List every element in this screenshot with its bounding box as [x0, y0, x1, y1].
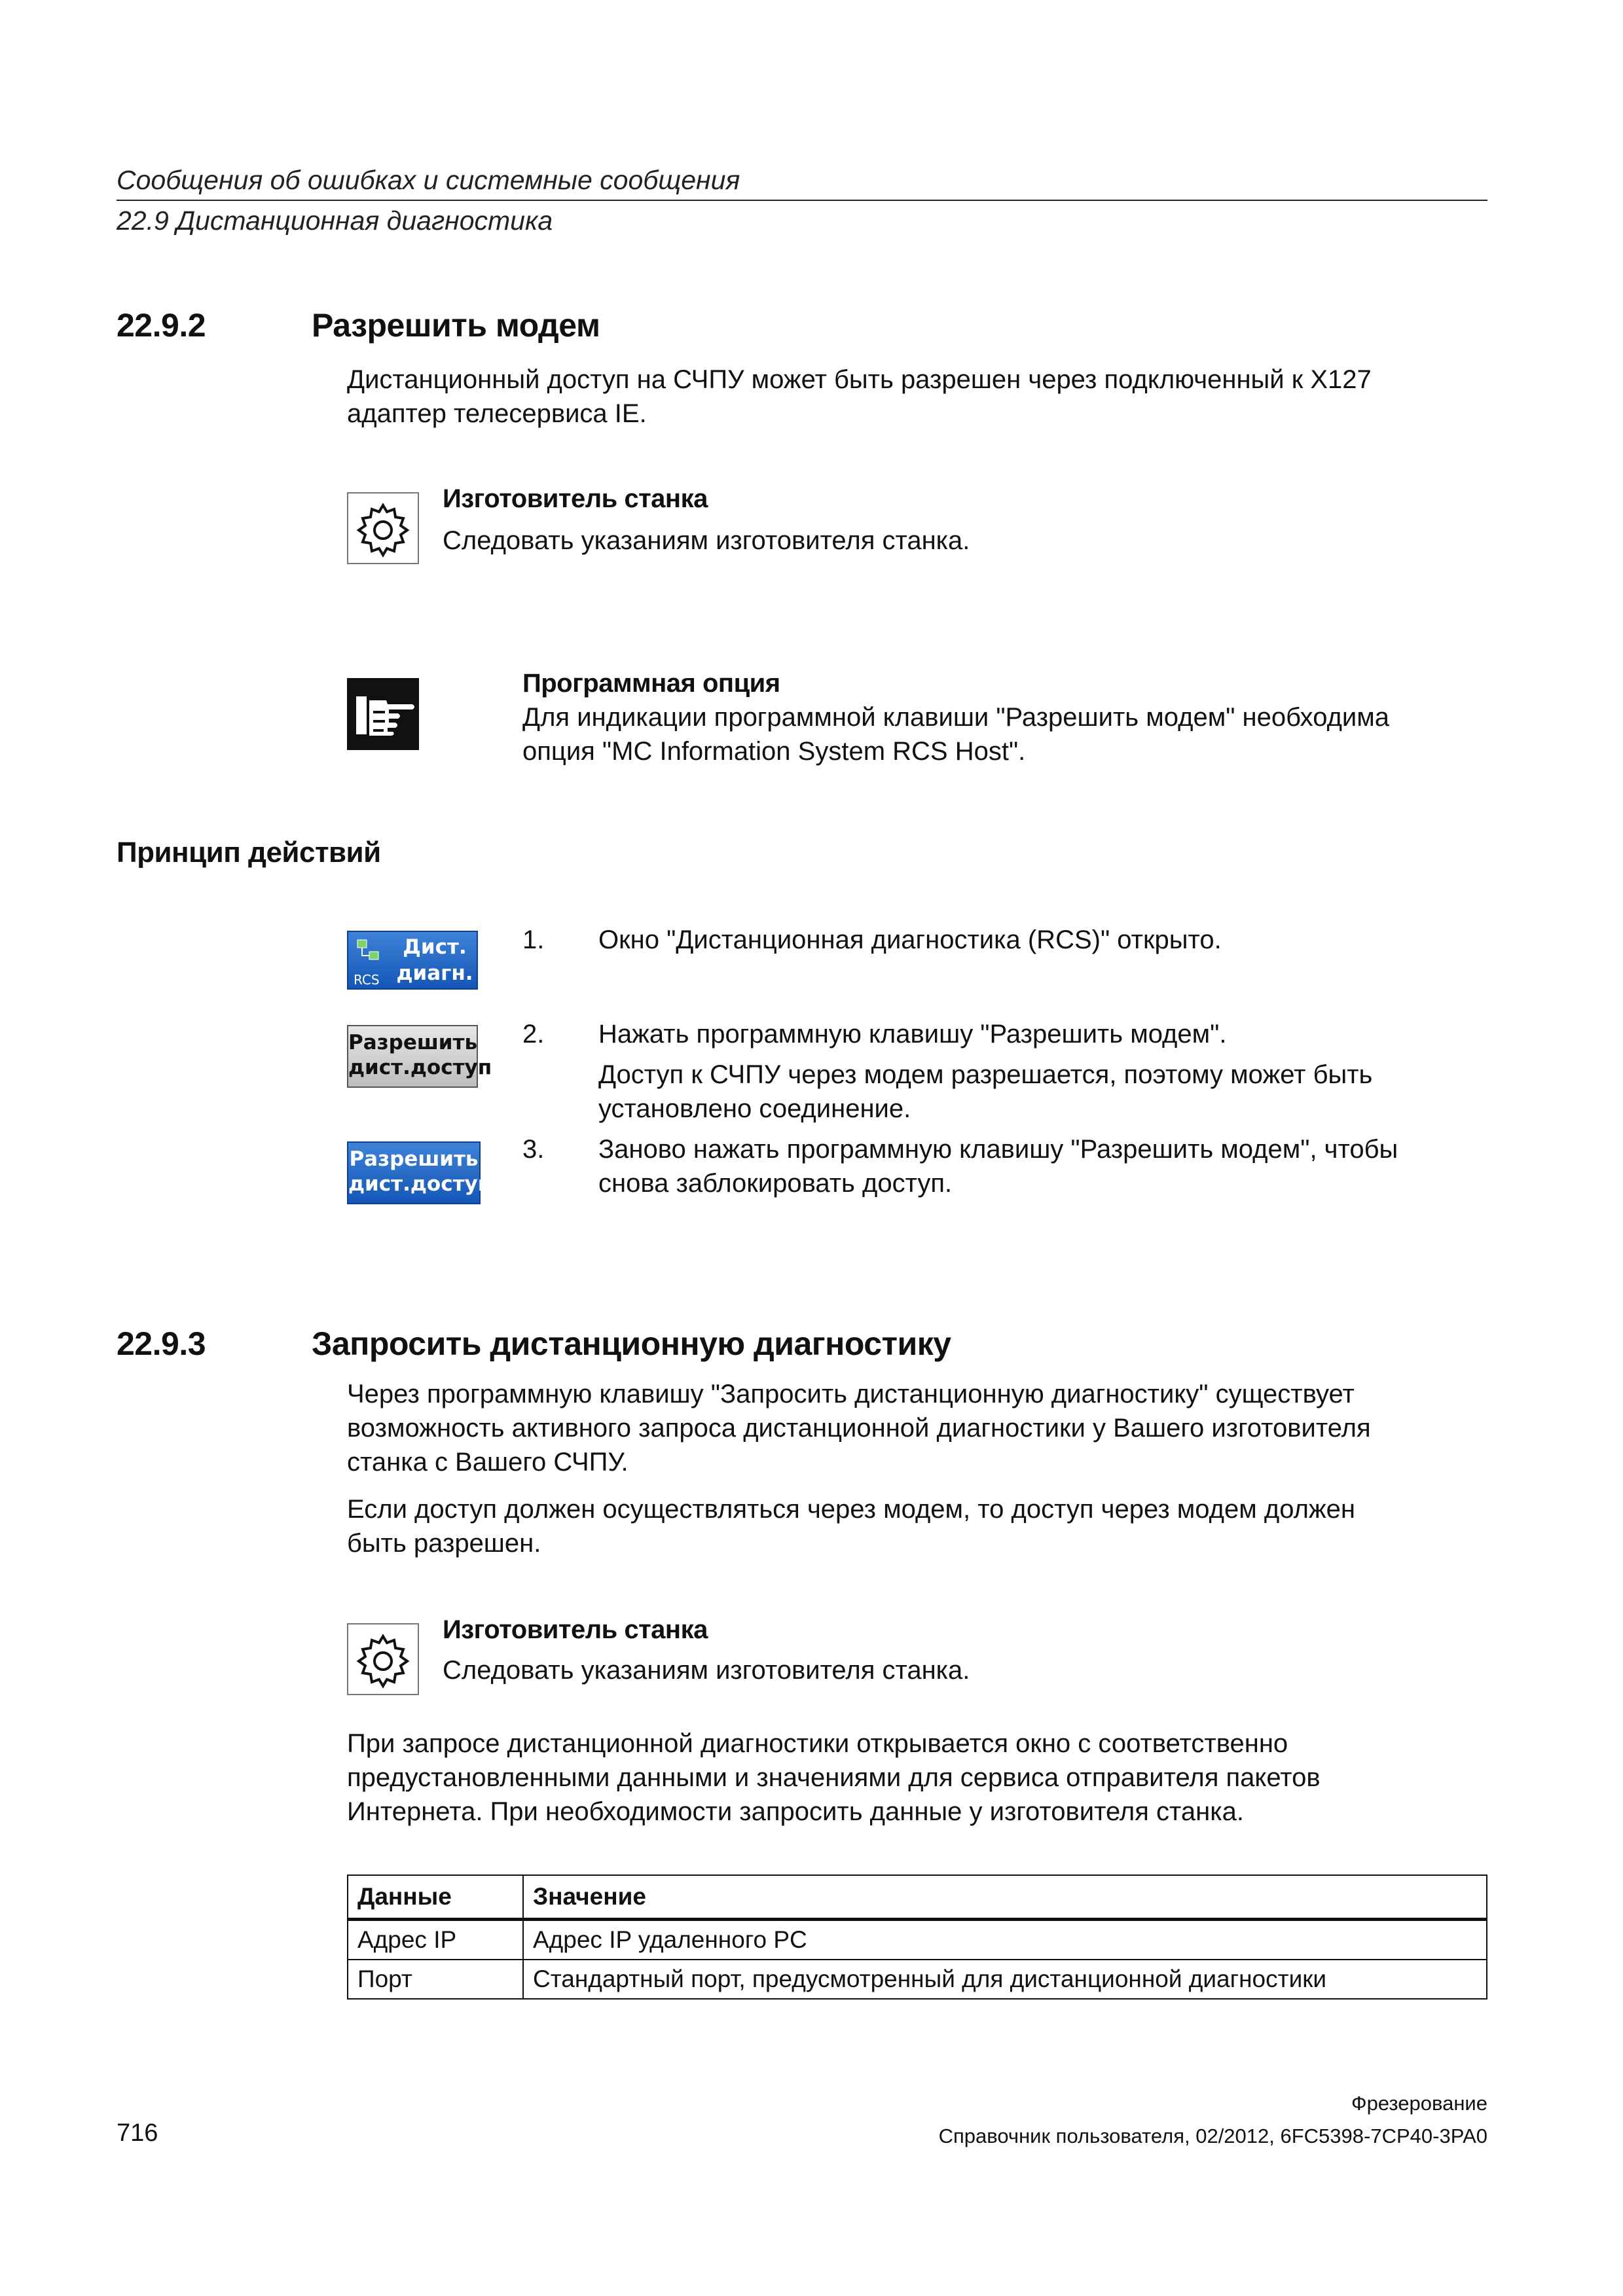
note-text — [522, 700, 1487, 768]
intro-line: Дистанционный доступ на СЧПУ может быть разрешен через подключенный к X127 — [347, 365, 1372, 394]
section-number: 22.9.2 — [117, 307, 206, 344]
paragraph — [347, 1727, 1487, 1829]
enable-remote-access-softkey[interactable] — [347, 1025, 492, 1088]
softkey-label: Разрешить — [348, 1031, 478, 1054]
intro-line: адаптер телесервиса IE. — [347, 399, 647, 428]
gear-icon — [347, 1623, 419, 1695]
paragraph-line: При запросе дистанционной диагностики открывается окно с соответственно — [347, 1729, 1288, 1758]
table-cell: Стандартный порт, предусмотренный для дистанционной диагностики — [523, 1960, 1487, 1999]
enable-remote-access-softkey-active[interactable] — [347, 1141, 492, 1204]
softkey-label: Дист. — [403, 935, 467, 959]
softkey-label: диагн. — [396, 961, 473, 985]
table-header-cell: Значение — [523, 1875, 1487, 1920]
table-cell: Адрес IP — [348, 1920, 523, 1960]
network-icon — [356, 939, 380, 968]
paragraph — [347, 1492, 1487, 1560]
note-text: Следовать указаниям изготовителя станка. — [443, 526, 970, 555]
step-number: 2. — [522, 1020, 545, 1049]
data-table — [347, 1874, 1487, 2000]
running-header-chapter: Сообщения об ошибках и системные сообщения — [117, 165, 740, 195]
footer-title: Фрезерование — [1351, 2092, 1487, 2115]
table-row — [348, 1920, 1487, 1960]
subheading: Принцип действий — [117, 836, 381, 869]
paragraph-line: станка с Вашего СЧПУ. — [347, 1448, 629, 1477]
section-intro — [347, 363, 1487, 431]
step-number: 3. — [522, 1135, 545, 1164]
page-number: 716 — [117, 2119, 158, 2147]
step-number: 1. — [522, 925, 545, 954]
header-rule — [117, 200, 1487, 201]
paragraph — [347, 1377, 1487, 1479]
table-row — [348, 1960, 1487, 1999]
remote-diag-softkey[interactable] — [347, 931, 478, 990]
paragraph-line: быть разрешен. — [347, 1529, 541, 1558]
step-result-line: установлено соединение. — [598, 1094, 911, 1123]
step-result-line: Доступ к СЧПУ через модем разрешается, поэтому может быть — [598, 1060, 1373, 1089]
pointing-hand-icon — [347, 678, 419, 750]
step-text: Окно "Дистанционная диагностика (RCS)" открыто. — [598, 925, 1222, 954]
paragraph-line: Если доступ должен осуществляться через модем, то доступ через модем должен — [347, 1495, 1355, 1524]
step-text — [598, 1132, 1487, 1200]
paragraph-line: Интернета. При необходимости запросить данные у изготовителя станка. — [347, 1797, 1244, 1826]
table-header-row — [348, 1875, 1487, 1920]
step-result — [598, 1058, 1487, 1126]
note-title: Изготовитель станка — [443, 484, 708, 513]
paragraph-line: предустановленными данными и значениями для сервиса отправителя пакетов — [347, 1763, 1321, 1792]
running-header-section: 22.9 Дистанционная диагностика — [117, 206, 553, 236]
note-title: Программная опция — [522, 669, 780, 698]
section-title: Разрешить модем — [312, 307, 600, 344]
gear-icon — [347, 492, 419, 564]
softkey-label: дист.доступ — [348, 1172, 492, 1196]
note-text-line: Для индикации программной клавиши "Разрешить модем" необходима — [522, 703, 1390, 732]
softkey-label: дист.доступ — [348, 1056, 492, 1079]
paragraph-line: Через программную клавишу "Запросить дистанционную диагностику" существует — [347, 1380, 1355, 1408]
paragraph-line: возможность активного запроса дистанционной диагностики у Вашего изготовителя — [347, 1414, 1371, 1443]
step-text-line: снова заблокировать доступ. — [598, 1169, 953, 1198]
note-text: Следовать указаниям изготовителя станка. — [443, 1656, 970, 1685]
note-text-line: опция "MC Information System RCS Host". — [522, 737, 1026, 766]
note-title: Изготовитель станка — [443, 1615, 708, 1644]
table-header-cell: Данные — [348, 1875, 523, 1920]
section-number: 22.9.3 — [117, 1325, 206, 1362]
footer-doc: Справочник пользователя, 02/2012, 6FC5398-7CP40-3PA0 — [938, 2125, 1487, 2147]
section-title: Запросить дистанционную диагностику — [312, 1325, 951, 1362]
step-text-line: Заново нажать программную клавишу "Разрешить модем", чтобы — [598, 1135, 1398, 1164]
table-cell: Порт — [348, 1960, 523, 1999]
softkey-small-label: RCS — [354, 972, 380, 988]
table-cell: Адрес IP удаленного PC — [523, 1920, 1487, 1960]
softkey-label: Разрешить — [349, 1147, 479, 1171]
step-text: Нажать программную клавишу "Разрешить модем". — [598, 1020, 1227, 1049]
